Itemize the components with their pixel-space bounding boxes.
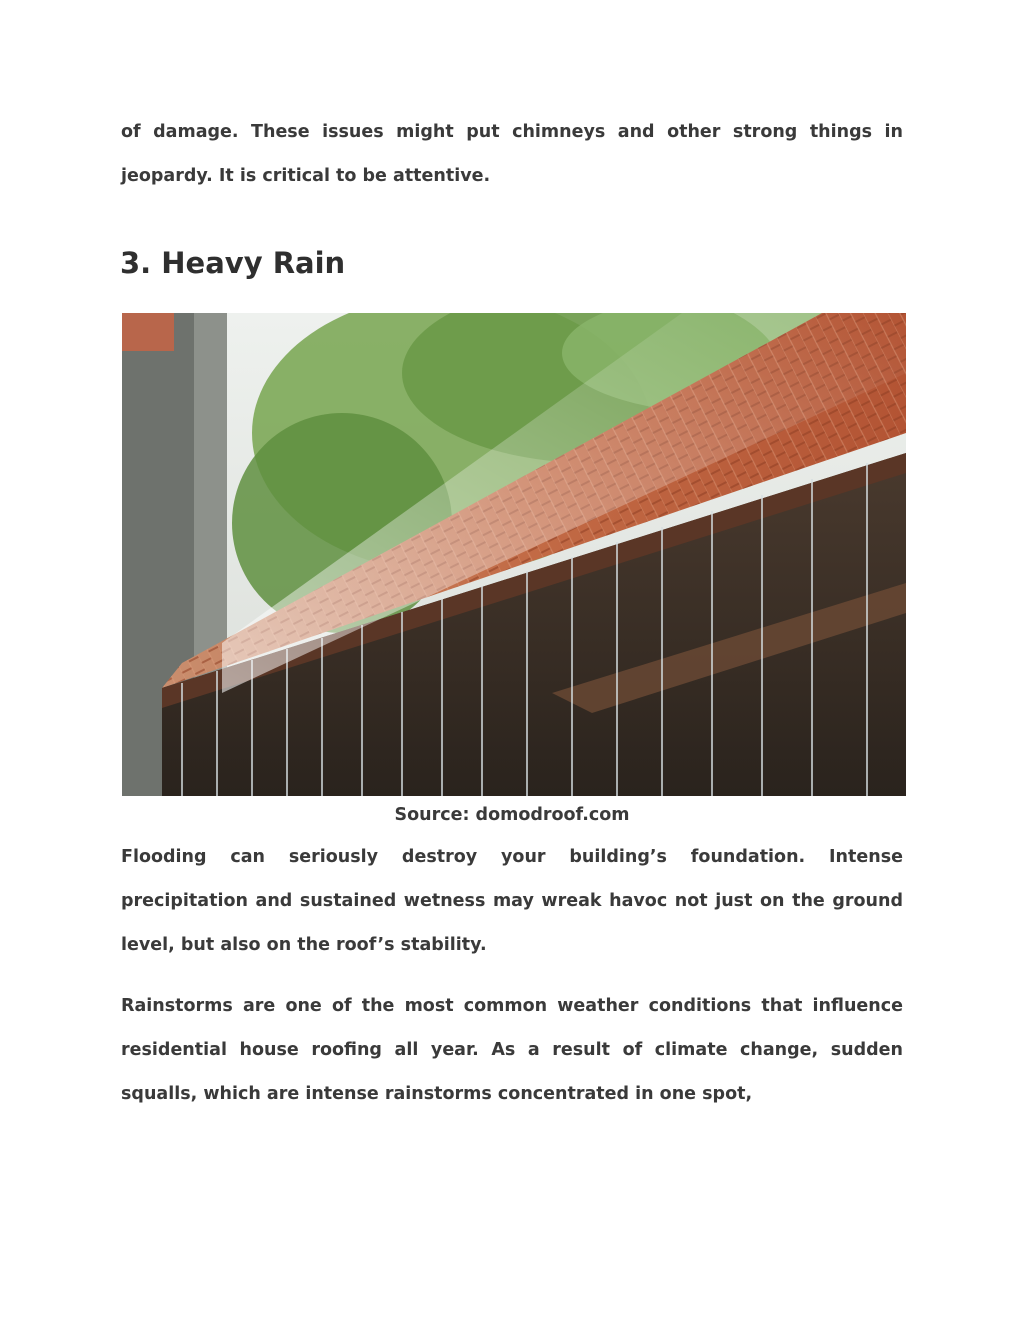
intro-paragraph: of damage. These issues might put chimneys and other strong things in jeopardy. It is critical to be attentive. — [121, 122, 903, 186]
section-heading: 3. Heavy Rain — [120, 246, 346, 280]
heavy-rain-photo — [122, 313, 906, 796]
figure-caption: Source: domodroof.com — [394, 805, 630, 825]
paragraph-flooding: Flooding can seriously destroy your building’s foundation. Intense precipitation and sustained wetness may wreak havoc not just on the ground level, but also on the roof’s stability. — [121, 847, 903, 955]
photo-illustration — [122, 313, 906, 796]
paragraph-rainstorms: Rainstorms are one of the most common weather conditions that influence residential house roofing all year. As a result of climate change, sudden squalls, which are intense rainstorms concentrated in one spot, — [121, 996, 903, 1104]
